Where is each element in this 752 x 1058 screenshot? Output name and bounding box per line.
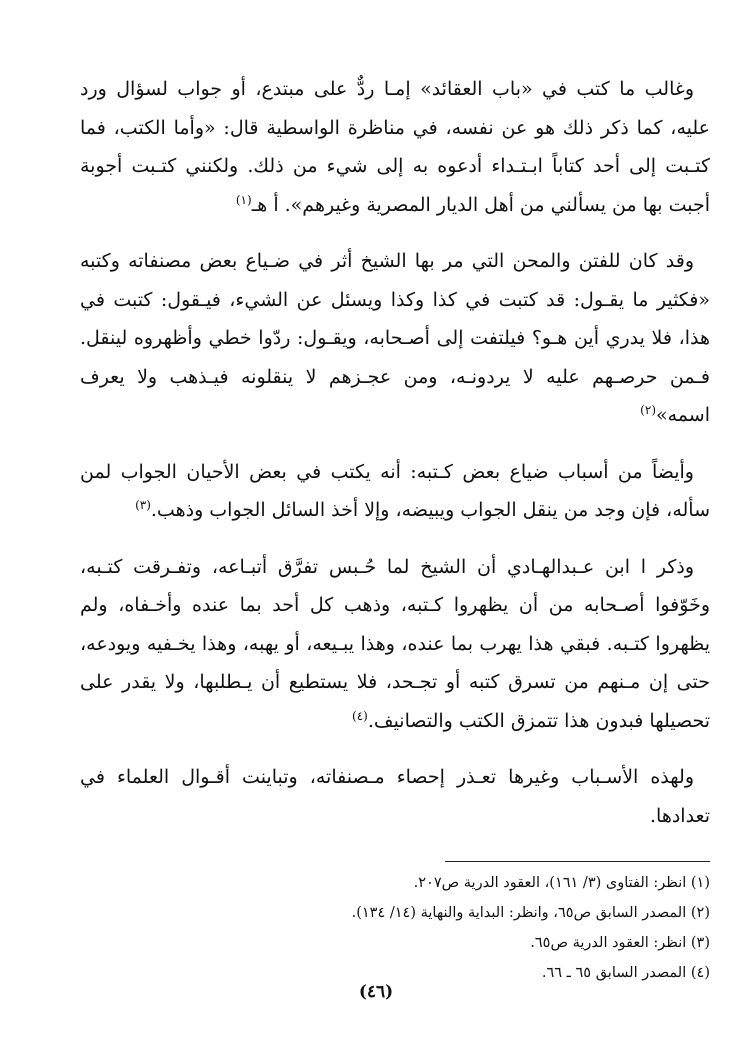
paragraph-conclusion bbox=[80, 758, 710, 835]
paragraph-text: ولهذه الأسـباب وغيرها تعـذر إحصاء مـصنفاته، وتباينت أقـوال العلماء في تعدادها. bbox=[80, 766, 710, 827]
footnote-1: (١) انظر: الفتاوى (٣/ ١٦١)، العقود الدرية ص٢٠٧. bbox=[413, 875, 710, 891]
paragraph-trials-and-loss bbox=[80, 242, 710, 435]
main-text bbox=[80, 70, 710, 835]
footnote-ref: (٢) bbox=[640, 403, 656, 417]
paragraph-text: وأيضاً من أسباب ضياع بعض كـتبه: أنه يكتب في بعض الأحيان الجواب لمن سأله، فإن وجد من ينقل الجواب ويبيضه، وإلا أخذ السائل الجواب وذهب. bbox=[80, 460, 710, 521]
footnote-ref: (٤) bbox=[352, 708, 368, 723]
paragraph-works-on-creed bbox=[80, 70, 710, 224]
paragraph-text: وذكر ا ابن عـبدالهـادي أن الشيخ لما حُـبس تفرَّق أتبـاعه، وتفـرقت كتـبه، وخَوّفوا أصـحابه من أن يظهروا كـتبه، وذهب كل أحد بما عنده وأخـفاه، ولم يظهروا كتـبه. فبقي هذا يهرب بما عنده، وهذا يبـيعه، أو يهبه، وهذا يخـفيه ويودعه، حتى إن مـنهم من تسرق كتبه أو تجـحد، فلا يستطيع أن يـطلبها، ولا يقدر على تحصيلها فبدون هذا تتمزق الكتب والتصانيف. bbox=[80, 555, 710, 732]
footnote-2: (٢) المصدر السابق ص٦٥، وانظر: البداية والنهاية (١٤/ ١٣٤). bbox=[351, 905, 710, 921]
footnote-4: (٤) المصدر السابق ٦٥ ـ ٦٦. bbox=[541, 965, 710, 981]
footnote-ref: (١) bbox=[235, 192, 252, 207]
paragraph-text: وقد كان للفتن والمحن التي مر بها الشيخ أثر في ضـياع بعض مصنفاته وكتبه «فكثير ما يقـول: قد كتبت في كذا وكذا ويسئل عن الشيء، فيـقول: كتبت في هذا، فلا يدري أين هـو؟ فيلتفت إلى أصـحابه، ويقـول: ردّوا خطي وأظهروه لينقل. فـمن حرصـهم عليه لا يردونـه، ومن عجـزهم لا ينقلونه فيـذهب ولا يعرف اسمه» bbox=[80, 250, 710, 426]
footnotes bbox=[80, 868, 710, 988]
paragraph-text: وغالب ما كتب في «باب العقائد» إمـا ردٌّ على مبتدع، أو جواب لسؤال ورد عليه، كما ذكر ذلك هو عن نفسه، في مناظرة الواسطية قال: «وأما الكتب، فما كتـبت إلى أحد كتاباً ابـتـداء أدعوه به إلى شيء من ذلك. ولكنني كتـبت أجوبة أجبت بها من يسألني من أهل الديار المصرية وغيرهم». أ هـ bbox=[80, 78, 710, 216]
paragraph-imprisonment bbox=[80, 548, 710, 741]
footnote-3: (٣) انظر: العقود الدرية ص٦٥. bbox=[530, 935, 710, 951]
page-number: (٤٦) bbox=[358, 982, 394, 1002]
paragraph-answers-given bbox=[80, 453, 710, 530]
footnote-ref: (٣) bbox=[135, 498, 151, 512]
footnote-separator bbox=[445, 861, 710, 862]
